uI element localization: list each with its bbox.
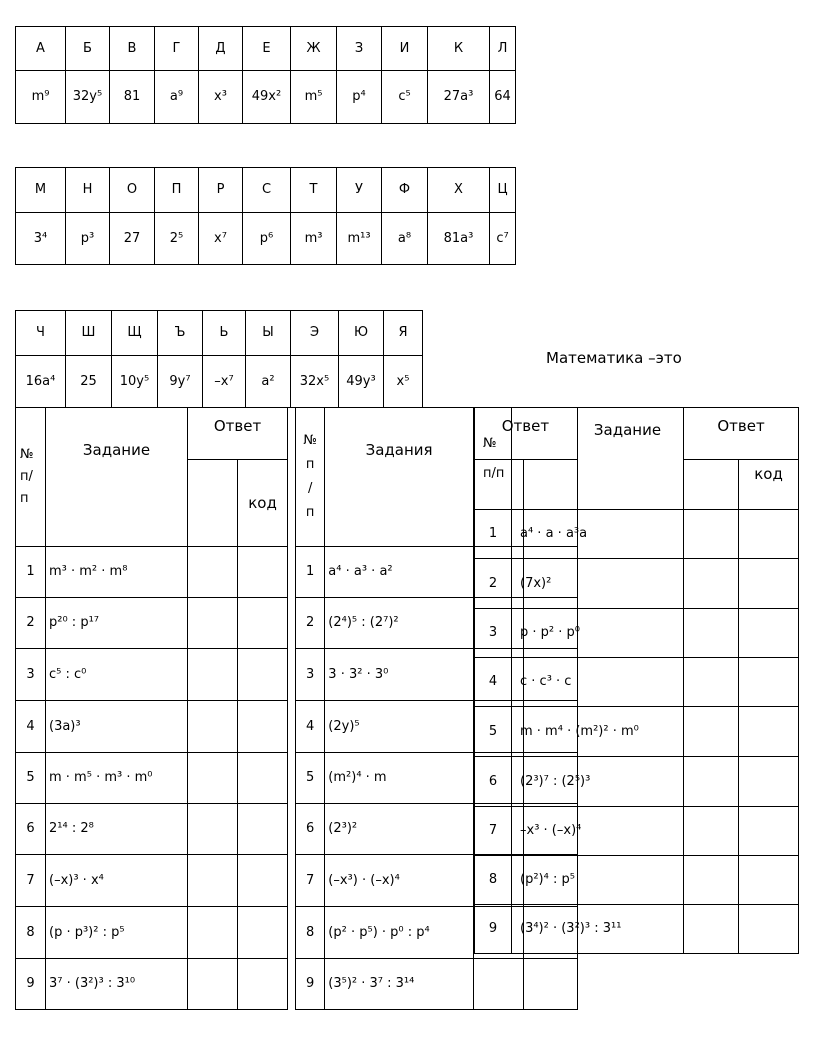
letter-cell: Ч <box>16 311 66 356</box>
letter-cell: Г <box>155 27 199 71</box>
letter-cell: Ь <box>203 311 246 356</box>
letter-cell: Ф <box>382 168 428 213</box>
col-answer-header: Ответ <box>188 408 288 460</box>
value-cell: 3⁴ <box>16 213 66 265</box>
letter-cell: Л <box>490 27 516 71</box>
task-expression: (3⁵)² · 3⁷ : 3¹⁴ <box>325 959 474 1010</box>
col-num-header <box>16 408 46 547</box>
value-cell: m¹³ <box>337 213 382 265</box>
answer-cell[interactable] <box>684 856 739 905</box>
code-cell[interactable] <box>739 609 799 658</box>
answer-cell[interactable] <box>188 598 238 649</box>
task-expression: c⁵ : c⁰ <box>46 649 188 701</box>
value-cell: m³ <box>291 213 337 265</box>
value-cell: 49x² <box>243 71 291 124</box>
row-number: 3 <box>296 649 325 701</box>
row-number: 7 <box>475 807 512 856</box>
row-number: 2 <box>475 559 512 609</box>
answer-cell[interactable] <box>188 907 238 959</box>
task-expression: (7x)² <box>512 559 684 609</box>
row-number: 9 <box>16 959 46 1010</box>
task-table-3 <box>474 407 799 954</box>
task-expression: (–x³) · (–x)⁴ <box>325 855 474 907</box>
value-cell: 9y⁷ <box>158 356 203 408</box>
row-number: 1 <box>475 510 512 559</box>
letter-cell: Э <box>291 311 339 356</box>
col-num-line: п <box>305 457 315 472</box>
answer-cell[interactable] <box>188 547 238 598</box>
task-expression: (2³)² <box>325 804 474 855</box>
task-expression: m · m⁵ · m³ · m⁰ <box>46 753 188 804</box>
lookup-table-1 <box>15 26 516 124</box>
code-cell[interactable] <box>238 701 288 753</box>
letter-cell: Ю <box>339 311 384 356</box>
lookup-table-2 <box>15 167 516 265</box>
value-cell: p⁴ <box>337 71 382 124</box>
col-num-line: № <box>303 433 317 448</box>
answer-cell[interactable] <box>188 701 238 753</box>
letter-cell: О <box>110 168 155 213</box>
row-number: 8 <box>475 856 512 905</box>
value-cell: 32x⁵ <box>291 356 339 408</box>
lookup-table-3 <box>15 310 423 408</box>
task-expression: c · c³ · c <box>512 658 684 707</box>
letter-cell: Ц <box>490 168 516 213</box>
code-cell[interactable] <box>238 598 288 649</box>
answer-cell[interactable] <box>188 959 238 1010</box>
value-cell: p⁶ <box>243 213 291 265</box>
value-cell: 10y⁵ <box>112 356 158 408</box>
value-cell: x³ <box>199 71 243 124</box>
col-code-header: код <box>739 460 799 510</box>
letter-cell: З <box>337 27 382 71</box>
code-cell[interactable] <box>238 855 288 907</box>
value-cell: a² <box>246 356 291 408</box>
row-number: 5 <box>16 753 46 804</box>
letter-cell: С <box>243 168 291 213</box>
value-cell: 81a³ <box>428 213 490 265</box>
value-cell: 81 <box>110 71 155 124</box>
col-code-header: код <box>238 460 288 547</box>
row-number: 3 <box>475 609 512 658</box>
letter-cell: В <box>110 27 155 71</box>
letter-cell: А <box>16 27 66 71</box>
col-num-header <box>296 408 325 547</box>
row-number: 1 <box>296 547 325 598</box>
task-expression: (p²)⁴ : p⁵ <box>512 856 684 905</box>
task-expression: –x³ · (–x)⁴ <box>512 807 684 856</box>
answer-cell[interactable] <box>684 559 739 609</box>
letter-cell: Ы <box>246 311 291 356</box>
answer-cell[interactable] <box>684 707 739 757</box>
value-cell: c⁵ <box>382 71 428 124</box>
task-expression: a⁴ · a · a³a <box>512 510 684 559</box>
value-cell: a⁹ <box>155 71 199 124</box>
answer-cell[interactable] <box>188 649 238 701</box>
code-cell[interactable] <box>739 905 799 954</box>
letter-cell: Р <box>199 168 243 213</box>
answer-cell[interactable] <box>684 757 739 807</box>
code-cell[interactable] <box>238 649 288 701</box>
letter-cell: Я <box>384 311 423 356</box>
col-num-line: № <box>483 435 497 451</box>
row-number: 2 <box>296 598 325 649</box>
letter-cell: Б <box>66 27 110 71</box>
row-number: 4 <box>475 658 512 707</box>
value-cell: 49y³ <box>339 356 384 408</box>
row-number: 4 <box>296 701 325 753</box>
task-expression: (3⁴)² · (3²)³ : 3¹¹ <box>512 905 684 954</box>
letter-cell: Х <box>428 168 490 213</box>
letter-cell: К <box>428 27 490 71</box>
letter-cell: Н <box>66 168 110 213</box>
answer-cell[interactable] <box>684 609 739 658</box>
row-number: 5 <box>296 753 325 804</box>
row-number: 2 <box>16 598 46 649</box>
col-num-line: п/п <box>483 465 505 481</box>
task-expression: (p · p³)² : p⁵ <box>46 907 188 959</box>
task-expression: p · p² · p⁰ <box>512 609 684 658</box>
answer-header-cell <box>684 460 739 510</box>
code-cell[interactable] <box>739 658 799 707</box>
col-num-line: / <box>307 481 313 496</box>
col-task-header: Задание <box>512 408 684 510</box>
code-cell[interactable] <box>524 959 578 1010</box>
task-expression: (–x)³ · x⁴ <box>46 855 188 907</box>
letter-cell: М <box>16 168 66 213</box>
task-expression: (2y)⁵ <box>325 701 474 753</box>
code-cell[interactable] <box>739 510 799 559</box>
value-cell: 27 <box>110 213 155 265</box>
row-number: 3 <box>16 649 46 701</box>
row-number: 8 <box>16 907 46 959</box>
row-number: 9 <box>296 959 325 1010</box>
row-number: 7 <box>296 855 325 907</box>
col-num-line: № <box>20 447 34 462</box>
col-num-header <box>475 408 512 510</box>
task-expression: 3⁷ · (3²)³ : 3¹⁰ <box>46 959 188 1010</box>
code-cell[interactable] <box>238 907 288 959</box>
row-number: 6 <box>475 757 512 807</box>
letter-cell: Т <box>291 168 337 213</box>
value-cell: 2⁵ <box>155 213 199 265</box>
letter-cell: Ж <box>291 27 337 71</box>
task-expression: p²⁰ : p¹⁷ <box>46 598 188 649</box>
code-cell[interactable] <box>739 757 799 807</box>
col-answer-header: Ответ <box>473 408 577 460</box>
answer-cell[interactable] <box>684 807 739 856</box>
task-expression: m³ · m² · m⁸ <box>46 547 188 598</box>
task-expression: (2³)⁷ : (2⁵)³ <box>512 757 684 807</box>
value-cell: 32y⁵ <box>66 71 110 124</box>
code-cell[interactable] <box>739 807 799 856</box>
code-cell[interactable] <box>238 959 288 1010</box>
value-cell: 64 <box>490 71 516 124</box>
letter-cell: Ъ <box>158 311 203 356</box>
row-number: 1 <box>16 547 46 598</box>
value-cell: –x⁷ <box>203 356 246 408</box>
code-cell[interactable] <box>739 856 799 905</box>
code-cell[interactable] <box>238 547 288 598</box>
task-table-1 <box>15 407 288 1010</box>
task-expression: a⁴ · a³ · a² <box>325 547 474 598</box>
row-number: 7 <box>16 855 46 907</box>
answer-cell[interactable] <box>188 804 238 855</box>
code-cell[interactable] <box>739 707 799 757</box>
col-answer-header: Ответ <box>684 408 799 460</box>
letter-cell: Д <box>199 27 243 71</box>
answer-cell[interactable] <box>684 658 739 707</box>
row-number: 8 <box>296 907 325 959</box>
value-cell: m⁹ <box>16 71 66 124</box>
col-num-line: п/ <box>20 469 33 484</box>
value-cell: m⁵ <box>291 71 337 124</box>
task-expression: (m²)⁴ · m <box>325 753 474 804</box>
task-expression: 3 · 3² · 3⁰ <box>325 649 474 701</box>
value-cell: 16a⁴ <box>16 356 66 408</box>
letter-cell: И <box>382 27 428 71</box>
answer-cell[interactable] <box>473 959 524 1010</box>
col-task-header: Задание <box>46 408 188 547</box>
value-cell: 27a³ <box>428 71 490 124</box>
page-heading: Математика –это <box>546 349 682 367</box>
value-cell: 25 <box>66 356 112 408</box>
answer-cell[interactable] <box>188 855 238 907</box>
value-cell: x⁵ <box>384 356 423 408</box>
row-number: 9 <box>475 905 512 954</box>
row-number: 5 <box>475 707 512 757</box>
answer-cell[interactable] <box>684 905 739 954</box>
letter-cell: Е <box>243 27 291 71</box>
task-expression: (2⁴)⁵ : (2⁷)² <box>325 598 474 649</box>
answer-header-cell <box>188 460 238 547</box>
code-cell[interactable] <box>739 559 799 609</box>
value-cell: a⁸ <box>382 213 428 265</box>
code-cell[interactable] <box>238 753 288 804</box>
col-num-line: п <box>20 491 29 506</box>
code-cell[interactable] <box>238 804 288 855</box>
task-expression: (p² · p⁵) · p⁰ : p⁴ <box>325 907 474 959</box>
answer-cell[interactable] <box>684 510 739 559</box>
row-number: 6 <box>296 804 325 855</box>
value-cell: c⁷ <box>490 213 516 265</box>
row-number: 6 <box>16 804 46 855</box>
letter-cell: П <box>155 168 199 213</box>
letter-cell: Щ <box>112 311 158 356</box>
col-task-header: Задания <box>325 408 474 547</box>
answer-cell[interactable] <box>188 753 238 804</box>
letter-cell: У <box>337 168 382 213</box>
value-cell: x⁷ <box>199 213 243 265</box>
value-cell: p³ <box>66 213 110 265</box>
task-expression: (3a)³ <box>46 701 188 753</box>
task-expression: 2¹⁴ : 2⁸ <box>46 804 188 855</box>
letter-cell: Ш <box>66 311 112 356</box>
col-num-line: п <box>305 505 315 520</box>
row-number: 4 <box>16 701 46 753</box>
task-expression: m · m⁴ · (m²)² · m⁰ <box>512 707 684 757</box>
